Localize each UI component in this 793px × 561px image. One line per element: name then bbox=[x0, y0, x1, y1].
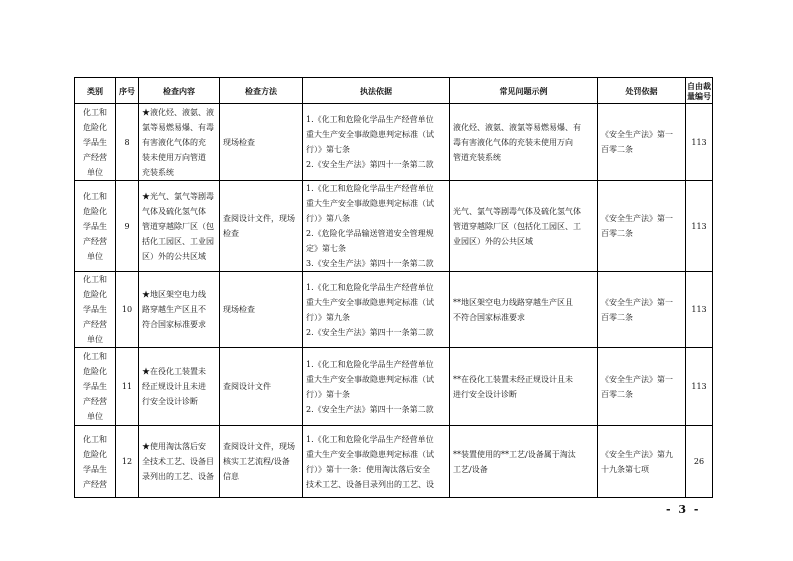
content-text-line: 氯等易燃易爆、有毒 bbox=[142, 122, 214, 132]
content-text-line: 有害液化气体的充 bbox=[142, 137, 206, 147]
cell-code: 113 bbox=[686, 181, 713, 272]
category-text-line: 产经营 bbox=[83, 152, 107, 162]
basis-text-line: 行）》第十一条：使用淘汰落后安全 bbox=[306, 464, 430, 474]
method-text-line: 检查 bbox=[223, 229, 239, 238]
basis-text-line: 重大生产安全事故隐患判定标准（试 bbox=[306, 199, 434, 208]
cell-seq: 8 bbox=[116, 104, 139, 181]
penalty-text-line: 百零二条 bbox=[601, 312, 633, 322]
content-text-line: 区）外的公共区域 bbox=[142, 251, 206, 261]
issue-text-line: 毒有害液化气体的充装未使用万向 bbox=[453, 137, 573, 147]
category-text-line: 产经营 bbox=[83, 320, 107, 329]
table-row bbox=[75, 348, 713, 426]
basis-text-line: 1.《化工和危险化学品生产经营单位 bbox=[306, 282, 434, 292]
cell-seq: 12 bbox=[116, 426, 139, 498]
cell-penalty bbox=[598, 272, 686, 348]
basis-text-line: 2.《危险化学品输送管道安全管理规 bbox=[306, 229, 434, 238]
category-text-line: 单位 bbox=[87, 251, 103, 261]
cell-method bbox=[220, 272, 303, 348]
content-text-line: 括化工园区、工业园 bbox=[142, 236, 214, 246]
cell-issue bbox=[450, 348, 598, 426]
method-text-line: 查阅设计文件，现场 bbox=[223, 214, 295, 223]
cell-category bbox=[75, 426, 116, 498]
basis-text-line: 2.《安全生产法》第四十一条第二款 bbox=[306, 404, 434, 414]
cell-category bbox=[75, 272, 116, 348]
cell-method bbox=[220, 426, 303, 498]
cell-issue bbox=[450, 272, 598, 348]
basis-text-line: 1.《化工和危险化学品生产经营单位 bbox=[306, 434, 434, 444]
category-text-line: 危险化 bbox=[83, 206, 107, 216]
method-text-line: 现场检查 bbox=[223, 305, 255, 314]
method-text-line: 信息 bbox=[223, 472, 239, 481]
content-text-line: ★地区架空电力线 bbox=[142, 290, 206, 299]
table-row bbox=[75, 426, 713, 498]
basis-text-line: 行）》第九条 bbox=[306, 312, 350, 322]
table-row bbox=[75, 272, 713, 348]
basis-text-line: 1.《化工和危险化学品生产经营单位 bbox=[306, 359, 434, 369]
category-text-line: 危险化 bbox=[83, 122, 107, 132]
issue-text-line: 工艺/设备 bbox=[453, 464, 488, 474]
content-text-line: 全技术工艺、设备目 bbox=[142, 457, 214, 466]
header-content: 检查内容 bbox=[139, 78, 220, 104]
basis-text-line: 行）》第七条 bbox=[306, 145, 350, 154]
cell-code: 26 bbox=[686, 426, 713, 498]
cell-issue bbox=[450, 104, 598, 181]
basis-text-line: 3.《安全生产法》第四十一条第二款 bbox=[306, 259, 434, 268]
header-category: 类别 bbox=[75, 78, 116, 104]
basis-text-line: 行）》第八条 bbox=[306, 214, 350, 223]
cell-basis bbox=[303, 348, 450, 426]
issue-text-line: **在役化工装置未经正规设计且未 bbox=[453, 374, 573, 384]
content-text-line: 符合国家标准要求 bbox=[142, 320, 206, 329]
penalty-text-line: 百零二条 bbox=[601, 389, 633, 399]
penalty-text-line: 十九条第七项 bbox=[601, 464, 649, 474]
category-text-line: 化工和 bbox=[83, 107, 107, 117]
header-code: 自由裁量编号 bbox=[686, 78, 713, 104]
content-text-line: 气体及硫化氢气体 bbox=[142, 206, 206, 216]
inspection-table bbox=[74, 77, 713, 498]
basis-text-line: 重大生产安全事故隐患判定标准（试 bbox=[306, 130, 434, 139]
cell-category bbox=[75, 104, 116, 181]
cell-issue bbox=[450, 181, 598, 272]
cell-code: 113 bbox=[686, 272, 713, 348]
cell-content bbox=[139, 272, 220, 348]
cell-content bbox=[139, 426, 220, 498]
category-text-line: 产经营 bbox=[83, 236, 107, 246]
cell-penalty bbox=[598, 104, 686, 181]
category-text-line: 学品生 bbox=[83, 221, 107, 231]
basis-text-line: 重大生产安全事故隐患判定标准（试 bbox=[306, 297, 434, 307]
basis-text-line: 2.《安全生产法》第四十一条第二款 bbox=[306, 327, 434, 337]
cell-content bbox=[139, 348, 220, 426]
issue-text-line: 业园区）外的公共区域 bbox=[453, 236, 533, 246]
category-text-line: 危险化 bbox=[83, 449, 107, 459]
penalty-text-line: 《安全生产法》第一 bbox=[601, 130, 673, 139]
category-text-line: 产经营 bbox=[83, 479, 107, 489]
cell-penalty bbox=[598, 181, 686, 272]
header-seq: 序号 bbox=[116, 78, 139, 104]
cell-issue bbox=[450, 426, 598, 498]
category-text-line: 单位 bbox=[87, 412, 103, 421]
table-row bbox=[75, 181, 713, 272]
cell-seq: 9 bbox=[116, 181, 139, 272]
issue-text-line: 不符合国家标准要求 bbox=[453, 312, 525, 322]
header-issue: 常见问题示例 bbox=[450, 78, 598, 104]
category-text-line: 单位 bbox=[87, 167, 103, 177]
cell-content bbox=[139, 104, 220, 181]
content-text-line: ★液化烃、液氨、液 bbox=[142, 107, 214, 117]
penalty-text-line: 《安全生产法》第一 bbox=[601, 297, 673, 307]
content-text-line: 经正规设计且未进 bbox=[142, 382, 206, 391]
cell-method bbox=[220, 104, 303, 181]
basis-text-line: 重大生产安全事故隐患判定标准（试 bbox=[306, 449, 434, 459]
method-text-line: 查阅设计文件，现场 bbox=[223, 442, 295, 451]
basis-text-line: 定》第七条 bbox=[306, 244, 346, 253]
penalty-text-line: 《安全生产法》第一 bbox=[601, 214, 673, 223]
content-text-line: 路穿越生产区且不 bbox=[142, 305, 206, 314]
content-text-line: 装未使用万向管道 bbox=[142, 152, 206, 162]
category-text-line: 学品生 bbox=[83, 464, 107, 474]
basis-text-line: 1.《化工和危险化学品生产经营单位 bbox=[306, 115, 434, 124]
cell-basis bbox=[303, 104, 450, 181]
content-text-line: 充装系统 bbox=[142, 167, 174, 177]
category-text-line: 危险化 bbox=[83, 367, 107, 376]
basis-text-line: 技术工艺、设备目录列出的工艺、设 bbox=[306, 479, 434, 489]
table-row bbox=[75, 104, 713, 181]
penalty-text-line: 《安全生产法》第一 bbox=[601, 374, 673, 384]
issue-text-line: 管道穿越除厂区（包括化工园区、工 bbox=[453, 221, 581, 231]
issue-text-line: **装置使用的**工艺/设备属于淘汰 bbox=[453, 449, 576, 459]
category-text-line: 学品生 bbox=[83, 305, 107, 314]
penalty-text-line: 《安全生产法》第九 bbox=[601, 449, 673, 459]
cell-seq: 11 bbox=[116, 348, 139, 426]
cell-code: 113 bbox=[686, 348, 713, 426]
cell-seq: 10 bbox=[116, 272, 139, 348]
issue-text-line: **地区架空电力线路穿越生产区且 bbox=[453, 297, 573, 307]
cell-code: 113 bbox=[686, 104, 713, 181]
table-header-row bbox=[75, 78, 713, 104]
header-method: 检查方法 bbox=[220, 78, 303, 104]
content-text-line: ★在役化工装置未 bbox=[142, 367, 206, 376]
method-text-line: 查阅设计文件 bbox=[223, 382, 271, 391]
cell-method bbox=[220, 348, 303, 426]
content-text-line: 管道穿越除厂区（包 bbox=[142, 221, 214, 231]
page-number: - 3 - bbox=[666, 503, 701, 516]
cell-basis bbox=[303, 181, 450, 272]
issue-text-line: 管道充装系统 bbox=[453, 152, 501, 162]
content-text-line: 行安全设计诊断 bbox=[142, 397, 198, 406]
method-text-line: 核实工艺流程/设备 bbox=[223, 457, 290, 466]
basis-text-line: 行）》第十条 bbox=[306, 389, 350, 399]
cell-basis bbox=[303, 272, 450, 348]
cell-penalty bbox=[598, 348, 686, 426]
category-text-line: 产经营 bbox=[83, 397, 107, 406]
issue-text-line: 光气、氯气等剧毒气体及硫化氢气体 bbox=[453, 206, 581, 216]
basis-text-line: 1.《化工和危险化学品生产经营单位 bbox=[306, 184, 434, 193]
cell-penalty bbox=[598, 426, 686, 498]
category-text-line: 学品生 bbox=[83, 382, 107, 391]
content-text-line: ★光气、氯气等剧毒 bbox=[142, 191, 214, 201]
cell-method bbox=[220, 181, 303, 272]
cell-basis bbox=[303, 426, 450, 498]
issue-text-line: 进行安全设计诊断 bbox=[453, 389, 517, 399]
category-text-line: 学品生 bbox=[83, 137, 107, 147]
basis-text-line: 重大生产安全事故隐患判定标准（试 bbox=[306, 374, 434, 384]
category-text-line: 化工和 bbox=[83, 275, 107, 284]
basis-text-line: 2.《安全生产法》第四十一条第二款 bbox=[306, 160, 434, 169]
category-text-line: 危险化 bbox=[83, 290, 107, 299]
content-text-line: ★使用淘汰落后安 bbox=[142, 442, 206, 451]
category-text-line: 化工和 bbox=[83, 434, 107, 444]
issue-text-line: 液化烃、液氨、液氯等易燃易爆、有 bbox=[453, 122, 581, 132]
penalty-text-line: 百零二条 bbox=[601, 145, 633, 154]
category-text-line: 化工和 bbox=[83, 352, 107, 361]
header-penalty: 处罚依据 bbox=[598, 78, 686, 104]
header-basis: 执法依据 bbox=[303, 78, 450, 104]
cell-category bbox=[75, 181, 116, 272]
penalty-text-line: 百零二条 bbox=[601, 229, 633, 238]
cell-category bbox=[75, 348, 116, 426]
content-text-line: 录列出的工艺、设备 bbox=[142, 472, 214, 481]
category-text-line: 单位 bbox=[87, 335, 103, 344]
category-text-line: 化工和 bbox=[83, 191, 107, 201]
method-text-line: 现场检查 bbox=[223, 137, 255, 147]
cell-content bbox=[139, 181, 220, 272]
